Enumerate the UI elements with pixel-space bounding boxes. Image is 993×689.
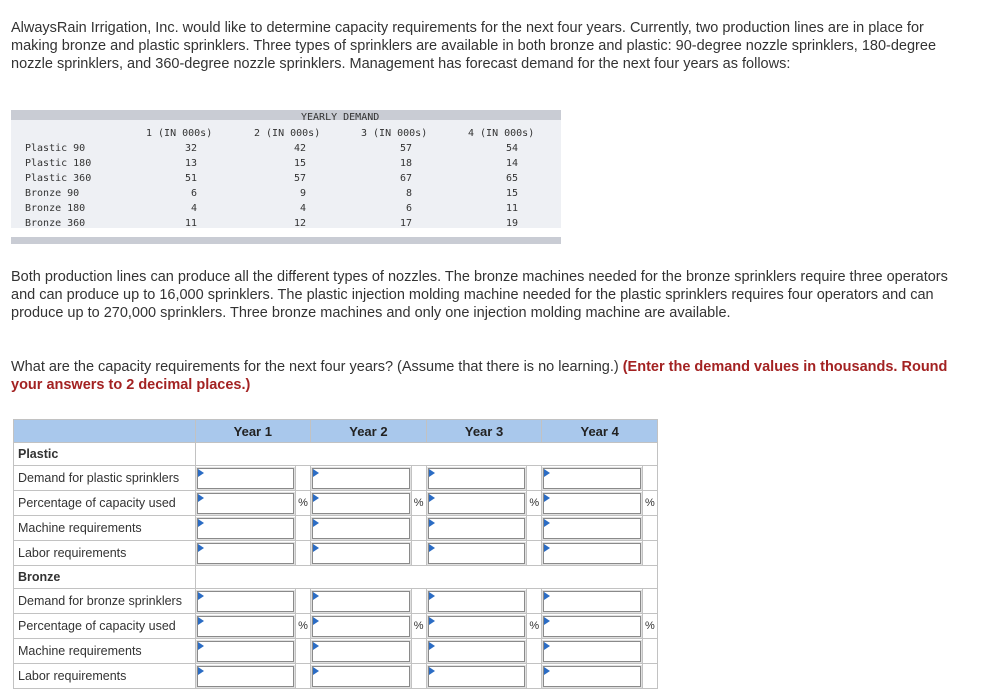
plastic-machine-year1-input[interactable]: [197, 518, 294, 539]
cell: 9: [299, 188, 306, 199]
table-row: [14, 491, 658, 516]
input-marker-icon: [429, 494, 435, 502]
cell: 12: [293, 218, 306, 229]
plastic-demand-year2-input[interactable]: [312, 468, 409, 489]
input-marker-icon: [198, 667, 204, 675]
plastic-labor-year3-cell: [426, 541, 526, 566]
bronze-demand-year3-cell: [426, 589, 526, 614]
col-header-year-3: 3 (IN 000s): [361, 128, 428, 139]
plastic-demand-year4-input[interactable]: [543, 468, 640, 489]
percent-sign: %: [295, 491, 310, 516]
cell: 6: [190, 188, 197, 199]
unit-cell: [411, 589, 426, 614]
input-marker-icon: [313, 617, 319, 625]
intro-paragraph: AlwaysRain Irrigation, Inc. would like to determine capacity requirements for the next four years. Currently, two production lines are in place for making bronze and plastic sprinklers. Three types of sprinklers are available in both bronze and plastic: 90-degree nozzle sprinklers, 180-degree nozzle sprinklers, and 360-degree nozzle sprinklers. Management has forecast demand for the next four years as follows:: [11, 20, 937, 72]
bronze-pct-year1-input[interactable]: [197, 616, 294, 637]
input-marker-icon: [313, 544, 319, 552]
col-header-year-4: 4 (IN 000s): [468, 128, 535, 139]
plastic-pct-year4-input[interactable]: [543, 493, 640, 514]
input-marker-icon: [198, 469, 204, 477]
row-label: Plastic 90: [25, 143, 86, 154]
percent-sign: %: [527, 614, 542, 639]
header-year-4: Year 4: [542, 420, 658, 443]
plastic-pct-year2-input[interactable]: [312, 493, 409, 514]
plastic-pct-year1-cell: [195, 491, 295, 516]
plastic-machine-year2-cell: [311, 516, 411, 541]
bronze-pct-year3-input[interactable]: [428, 616, 525, 637]
unit-cell: [295, 541, 310, 566]
plastic-demand-year2-cell: [311, 466, 411, 491]
unit-cell: [527, 466, 542, 491]
bronze-pct-year4-input[interactable]: [543, 616, 640, 637]
capacity-answer-table: [13, 419, 658, 689]
bronze-pct-year4-cell: [542, 614, 642, 639]
input-marker-icon: [198, 617, 204, 625]
cell: 57: [293, 173, 306, 184]
unit-cell: [642, 664, 657, 689]
plastic-pct-year3-cell: [426, 491, 526, 516]
question-text: What are the capacity requirements for the next four years? (Assume that there is no learning.): [11, 359, 623, 375]
unit-cell: [642, 466, 657, 491]
input-marker-icon: [544, 617, 550, 625]
cell: 4: [190, 203, 197, 214]
unit-cell: [411, 664, 426, 689]
bronze-machine-year2-input[interactable]: [312, 641, 409, 662]
section-row-bronze: [14, 566, 658, 589]
row-label: Percentage of capacity used: [14, 491, 196, 516]
row-label: Machine requirements: [14, 639, 196, 664]
plastic-labor-year4-input[interactable]: [543, 543, 640, 564]
bronze-demand-year1-input[interactable]: [197, 591, 294, 612]
col-header-year-2: 2 (IN 000s): [254, 128, 321, 139]
cell: 65: [505, 173, 518, 184]
bronze-labor-year1-input[interactable]: [197, 666, 294, 687]
bronze-demand-year3-input[interactable]: [428, 591, 525, 612]
plastic-labor-year1-input[interactable]: [197, 543, 294, 564]
cell: 19: [505, 218, 518, 229]
plastic-demand-year1-cell: [195, 466, 295, 491]
plastic-demand-year1-input[interactable]: [197, 468, 294, 489]
percent-sign: %: [642, 614, 657, 639]
plastic-pct-year2-cell: [311, 491, 411, 516]
constraints-paragraph: Both production lines can produce all the different types of nozzles. The bronze machines needed for the bronze sprinklers require three operators and can produce up to 16,000 sprinklers. The plastic injection molding machine needed for the plastic sprinklers requires four operators and can produce up to 270,000 sprinklers. Three bronze machines and only one injection molding machine are available.: [11, 269, 948, 321]
row-label: Demand for bronze sprinklers: [14, 589, 196, 614]
input-marker-icon: [429, 642, 435, 650]
row-label: Bronze 180: [25, 203, 86, 214]
plastic-machine-year4-cell: [542, 516, 642, 541]
plastic-machine-year3-cell: [426, 516, 526, 541]
yearly-demand-table: [11, 110, 561, 245]
plastic-labor-year2-cell: [311, 541, 411, 566]
plastic-machine-year3-input[interactable]: [428, 518, 525, 539]
table-row: [14, 516, 658, 541]
bronze-labor-year2-cell: [311, 664, 411, 689]
plastic-demand-year3-input[interactable]: [428, 468, 525, 489]
input-marker-icon: [544, 519, 550, 527]
unit-cell: [411, 541, 426, 566]
unit-cell: [642, 589, 657, 614]
input-marker-icon: [198, 519, 204, 527]
bronze-pct-year3-cell: [426, 614, 526, 639]
cell: 42: [293, 143, 306, 154]
plastic-demand-year4-cell: [542, 466, 642, 491]
bronze-demand-year2-input[interactable]: [312, 591, 409, 612]
plastic-labor-year4-cell: [542, 541, 642, 566]
input-marker-icon: [544, 469, 550, 477]
section-spacer: [195, 443, 658, 466]
header-row: [14, 420, 658, 443]
unit-cell: [527, 589, 542, 614]
input-marker-icon: [198, 592, 204, 600]
unit-cell: [642, 516, 657, 541]
cell: 13: [184, 158, 197, 169]
unit-cell: [642, 639, 657, 664]
cell: 54: [505, 143, 518, 154]
input-marker-icon: [544, 642, 550, 650]
input-marker-icon: [544, 494, 550, 502]
table-top-bar: [11, 110, 561, 120]
row-label: Bronze 90: [25, 188, 80, 199]
bronze-labor-year2-input[interactable]: [312, 666, 409, 687]
cell: 67: [399, 173, 412, 184]
bronze-machine-year1-input[interactable]: [197, 641, 294, 662]
input-marker-icon: [313, 592, 319, 600]
unit-cell: [527, 664, 542, 689]
unit-cell: [295, 639, 310, 664]
cell: 57: [399, 143, 412, 154]
unit-cell: [527, 516, 542, 541]
plastic-pct-year4-cell: [542, 491, 642, 516]
unit-cell: [527, 541, 542, 566]
bronze-labor-year4-cell: [542, 664, 642, 689]
plastic-machine-year1-cell: [195, 516, 295, 541]
instruction-text: (Enter the demand values in thousands. Round your answers to 2 decimal places.): [11, 359, 948, 393]
percent-sign: %: [411, 614, 426, 639]
table-row: [14, 541, 658, 566]
plastic-demand-year3-cell: [426, 466, 526, 491]
bronze-machine-year1-cell: [195, 639, 295, 664]
unit-cell: [295, 664, 310, 689]
percent-sign: %: [642, 491, 657, 516]
input-marker-icon: [429, 667, 435, 675]
cell: 6: [405, 203, 412, 214]
table-row: [14, 639, 658, 664]
cell: 17: [399, 218, 412, 229]
table-row: [14, 664, 658, 689]
bronze-machine-year3-input[interactable]: [428, 641, 525, 662]
cell: 51: [184, 173, 197, 184]
cell: 18: [399, 158, 412, 169]
cell: 11: [505, 203, 518, 214]
header-year-3: Year 3: [426, 420, 542, 443]
plastic-labor-year3-input[interactable]: [428, 543, 525, 564]
cell: 15: [505, 188, 518, 199]
cell: 8: [405, 188, 412, 199]
table-row: [14, 589, 658, 614]
question-paragraph: [11, 358, 971, 394]
input-marker-icon: [429, 617, 435, 625]
cell: 14: [505, 158, 518, 169]
input-marker-icon: [429, 544, 435, 552]
input-marker-icon: [198, 494, 204, 502]
plastic-pct-year3-input[interactable]: [428, 493, 525, 514]
input-marker-icon: [429, 469, 435, 477]
header-year-2: Year 2: [311, 420, 427, 443]
input-marker-icon: [313, 519, 319, 527]
unit-cell: [411, 466, 426, 491]
bronze-machine-year2-cell: [311, 639, 411, 664]
percent-sign: %: [295, 614, 310, 639]
section-spacer: [195, 566, 658, 589]
input-marker-icon: [313, 667, 319, 675]
header-blank: [14, 420, 196, 443]
table-row: [14, 614, 658, 639]
bronze-labor-year3-cell: [426, 664, 526, 689]
row-label: Labor requirements: [14, 541, 196, 566]
input-marker-icon: [313, 469, 319, 477]
yearly-demand-title: YEARLY DEMAND: [301, 112, 380, 123]
col-header-year-1: 1 (IN 000s): [146, 128, 213, 139]
input-marker-icon: [313, 494, 319, 502]
cell: 15: [293, 158, 306, 169]
bronze-demand-year1-cell: [195, 589, 295, 614]
percent-sign: %: [411, 491, 426, 516]
row-label: Demand for plastic sprinklers: [14, 466, 196, 491]
unit-cell: [411, 516, 426, 541]
bronze-pct-year2-input[interactable]: [312, 616, 409, 637]
table-bottom-bar: [11, 237, 561, 244]
input-marker-icon: [313, 642, 319, 650]
bronze-pct-year1-cell: [195, 614, 295, 639]
cell: 4: [299, 203, 306, 214]
bronze-machine-year4-input[interactable]: [543, 641, 640, 662]
row-label: Plastic 360: [25, 173, 92, 184]
plastic-labor-year1-cell: [195, 541, 295, 566]
section-title-plastic: Plastic: [14, 443, 196, 466]
unit-cell: [295, 466, 310, 491]
cell: 11: [184, 218, 197, 229]
header-year-1: Year 1: [195, 420, 311, 443]
section-row-plastic: [14, 443, 658, 466]
cell: 32: [184, 143, 197, 154]
bronze-labor-year3-input[interactable]: [428, 666, 525, 687]
unit-cell: [295, 589, 310, 614]
percent-sign: %: [527, 491, 542, 516]
bronze-machine-year3-cell: [426, 639, 526, 664]
bronze-demand-year2-cell: [311, 589, 411, 614]
plastic-machine-year2-input[interactable]: [312, 518, 409, 539]
input-marker-icon: [544, 592, 550, 600]
unit-cell: [411, 639, 426, 664]
bronze-demand-year4-cell: [542, 589, 642, 614]
unit-cell: [642, 541, 657, 566]
input-marker-icon: [544, 667, 550, 675]
row-label: Labor requirements: [14, 664, 196, 689]
row-label: Plastic 180: [25, 158, 92, 169]
unit-cell: [527, 639, 542, 664]
bronze-labor-year4-input[interactable]: [543, 666, 640, 687]
row-label: Percentage of capacity used: [14, 614, 196, 639]
input-marker-icon: [198, 642, 204, 650]
table-row: [14, 466, 658, 491]
row-label: Machine requirements: [14, 516, 196, 541]
row-label: Bronze 360: [25, 218, 86, 229]
bronze-machine-year4-cell: [542, 639, 642, 664]
input-marker-icon: [544, 544, 550, 552]
plastic-machine-year4-input[interactable]: [543, 518, 640, 539]
bronze-demand-year4-input[interactable]: [543, 591, 640, 612]
input-marker-icon: [429, 592, 435, 600]
input-marker-icon: [198, 544, 204, 552]
section-title-bronze: Bronze: [14, 566, 196, 589]
plastic-labor-year2-input[interactable]: [312, 543, 409, 564]
input-marker-icon: [429, 519, 435, 527]
unit-cell: [295, 516, 310, 541]
bronze-labor-year1-cell: [195, 664, 295, 689]
bronze-pct-year2-cell: [311, 614, 411, 639]
plastic-pct-year1-input[interactable]: [197, 493, 294, 514]
